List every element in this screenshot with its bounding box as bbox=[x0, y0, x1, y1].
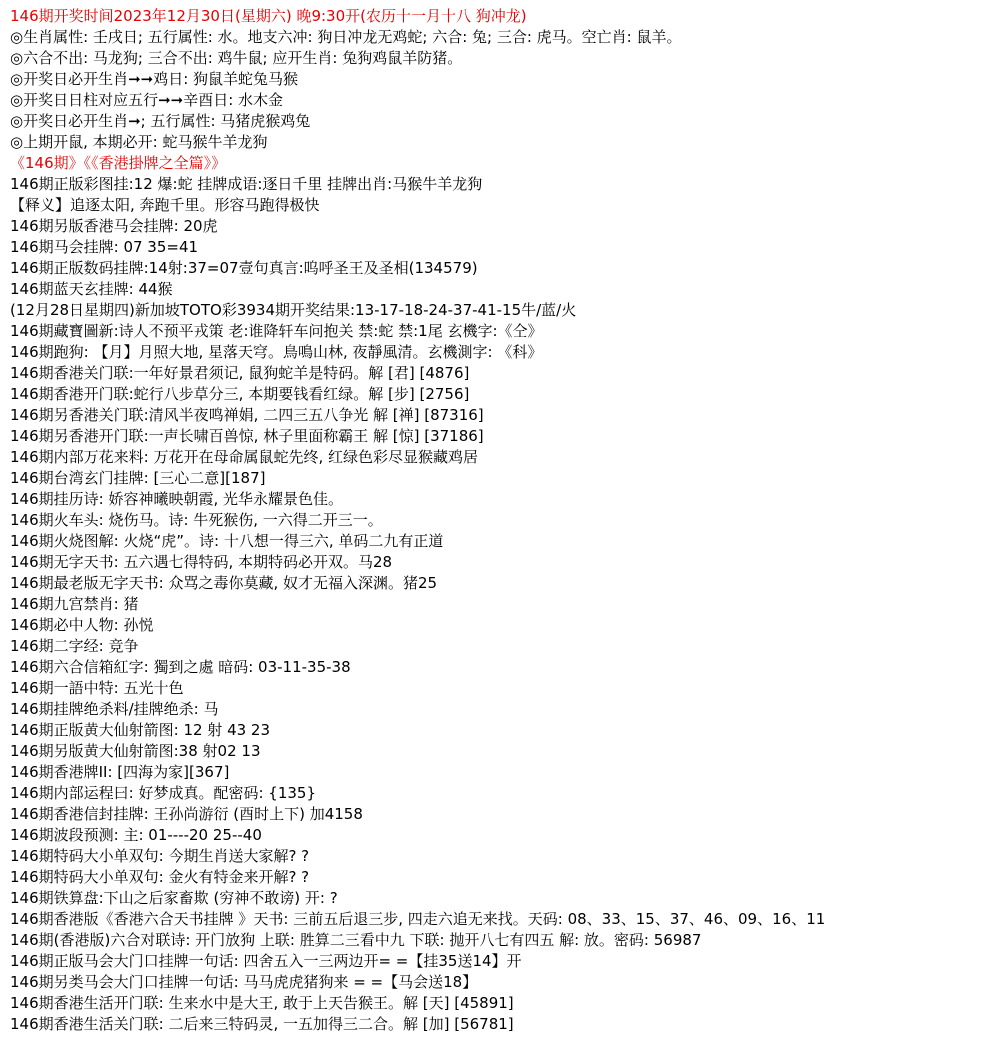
text-line: ◎生肖属性: 壬戌日; 五行属性: 水。地支六冲: 狗日冲龙无鸡蛇; 六合: 兔; 三合: 虎马。空亡肖: 鼠羊。 bbox=[10, 28, 682, 46]
text-line: 146期台湾玄门挂牌: [三心二意][187] bbox=[10, 469, 266, 487]
text-line: (12月28日星期四)新加坡TOTO彩3934期开奖结果:13-17-18-24-37-41-15牛/蓝/火 bbox=[10, 301, 577, 319]
text-line: 【释义】追逐太阳, 奔跑千里。形容马跑得极快 bbox=[10, 196, 320, 214]
text-line: ◎开奖日必开生肖➞; 五行属性: 马猪虎猴鸡兔 bbox=[10, 112, 311, 130]
text-line: 146期香港信封挂牌: 王孙尚游衍 (酉时上下) 加4158 bbox=[10, 805, 363, 823]
text-line: 146期内部万花来料: 万花开在母命属鼠蛇先终, 红绿色彩尽显猴藏鸡居 bbox=[10, 448, 478, 466]
text-line: 146期九宫禁肖: 猪 bbox=[10, 595, 139, 613]
text-line: 146期挂牌绝杀料/挂牌绝杀: 马 bbox=[10, 700, 219, 718]
text-line: 146期波段预测: 主: 01----20 25--40 bbox=[10, 826, 262, 844]
text-line: 146期二字经: 竞争 bbox=[10, 637, 139, 655]
text-line: 146期正版马会大门口挂牌一句话: 四舍五入一三两边开= =【挂35送14】开 bbox=[10, 952, 522, 970]
section-heading: 《146期》《《香港掛牌之全篇》》 bbox=[10, 154, 227, 172]
text-line: ◎上期开鼠, 本期必开: 蛇马猴牛羊龙狗 bbox=[10, 133, 268, 151]
text-line: 146期铁算盘:下山之后家畜欺 (穷神不敢谤) 开: ? bbox=[10, 889, 338, 907]
text-line: 146期一語中特: 五光十色 bbox=[10, 679, 184, 697]
text-line: 146期内部运程曰: 好梦成真。配密码: {135} bbox=[10, 784, 316, 802]
page-title: 146期开奖时间2023年12月30日(星期六) 晚9:30开(农历十一月十八 狗冲龙) bbox=[10, 7, 527, 25]
text-line: ◎六合不出: 马龙狗; 三合不出: 鸡牛鼠; 应开生肖: 兔狗鸡鼠羊防猪。 bbox=[10, 49, 463, 67]
text-line: 146期香港开门联:蛇行八步草分三, 本期要钱看红绿。解 [步] [2756] bbox=[10, 385, 470, 403]
text-line: 146期正版黄大仙射箭图: 12 射 43 23 bbox=[10, 721, 271, 739]
text-line: 146期香港生活开门联: 生来水中是大王, 敢于上天告猴王。解 [天] [45891] bbox=[10, 994, 514, 1012]
text-line: 146期香港关门联:一年好景君须记, 鼠狗蛇羊是特码。解 [君] [4876] bbox=[10, 364, 470, 382]
text-line: ◎开奖日必开生肖➞➞鸡日: 狗鼠羊蛇兔马猴 bbox=[10, 70, 299, 88]
text-line: 146期无字天书: 五六遇七得特码, 本期特码必开双。马28 bbox=[10, 553, 393, 571]
text-line: 146期特码大小单双句: 金火有特金来开解? ? bbox=[10, 868, 310, 886]
text-line: 146期马会挂牌: 07 35=41 bbox=[10, 238, 199, 256]
text-line: 146期正版彩图挂:12 爆:蛇 挂牌成语:逐日千里 挂牌出肖:马猴牛羊龙狗 bbox=[10, 175, 483, 193]
text-line: 146期火车头: 烧伤马。诗: 牛死猴伤, 一六得二开三一。 bbox=[10, 511, 383, 529]
text-line: 146期香港牌II: [四海为家][367] bbox=[10, 763, 230, 781]
text-line: 146期香港版《香港六合天书挂牌 》天书: 三前五后退三步, 四走六追无来找。天码: 08、33、15、37、46、09、16、11 bbox=[10, 910, 826, 928]
text-line: 146期蓝天玄挂牌: 44猴 bbox=[10, 280, 173, 298]
text-line: 146期必中人物: 孙悦 bbox=[10, 616, 154, 634]
text-line: ◎开奖日日柱对应五行➞➞辛酉日: 水木金 bbox=[10, 91, 284, 109]
text-line: 146期火烧图解: 火烧“虎”。诗: 十八想一得三六, 单码二九有正道 bbox=[10, 532, 444, 550]
text-line: 146期六合信箱紅字: 獨到之處 暗码: 03-11-35-38 bbox=[10, 658, 351, 676]
text-line: 146期另版黄大仙射箭图:38 射02 13 bbox=[10, 742, 261, 760]
text-line: 146期挂历诗: 娇容神曦映朝霞, 光华永耀景色佳。 bbox=[10, 490, 343, 508]
text-line: 146期另类马会大门口挂牌一句话: 马马虎虎猪狗来 = =【马会送18】 bbox=[10, 973, 478, 991]
text-line: 146期最老版无字天书: 众骂之毒你莫藏, 奴才无福入深渊。猪25 bbox=[10, 574, 438, 592]
text-line: 146期正版数码挂牌:14射:37=07壹句真言:呜呼圣王及圣相(134579) bbox=[10, 259, 478, 277]
text-line: 146期跑狗: 【月】月照大地, 星落天穹。鳥鳴山林, 夜靜風清。玄機測字: 《科》 bbox=[10, 343, 543, 361]
text-line: 146期特码大小单双句: 今期生肖送大家解? ? bbox=[10, 847, 310, 865]
text-line: 146期另版香港马会挂牌: 20虎 bbox=[10, 217, 218, 235]
text-line: 146期香港生活关门联: 二后来三特码灵, 一五加得三二合。解 [加] [56781] bbox=[10, 1015, 514, 1033]
text-line: 146期(香港版)六合对联诗: 开门放狗 上联: 胜算二三看中九 下联: 抛开八七有四五 解: 放。密码: 56987 bbox=[10, 931, 702, 949]
text-line: 146期藏寶圖新:诗人不预平戎策 老:谁降轩车问抱关 禁:蛇 禁:1尾 玄機字:《仝》 bbox=[10, 322, 543, 340]
text-line: 146期另香港关门联:清风半夜鸣禅娟, 二四三五八争光 解 [禅] [87316] bbox=[10, 406, 484, 424]
text-line: 146期另香港开门联:一声长啸百兽惊, 林子里面称霸王 解 [惊] [37186] bbox=[10, 427, 484, 445]
